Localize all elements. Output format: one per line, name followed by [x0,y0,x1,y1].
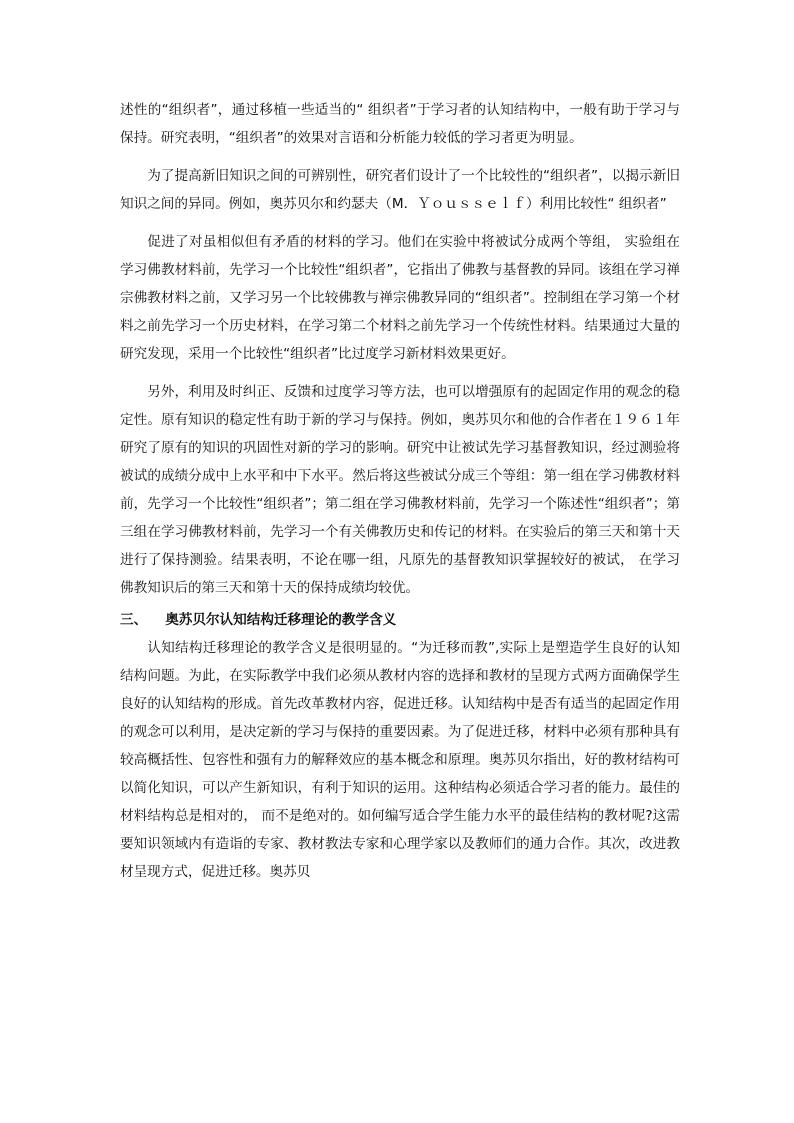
paragraph-2: 为了提高新旧知识之间的可辨别性，研究者们设计了一个比较性的“组织者”，以揭示新旧知识之间的异同。例如，奥苏贝尔和约瑟夫（M．Ｙｏｕｓｓｅｌｆ）利用比较性“ 组织者” [120,168,680,212]
paragraph-5: 认知结构迁移理论的教学含义是很明显的。“为迁移而教”,实际上是塑造学生良好的认知结构问题。为此，在实际教学中我们必须从教材内容的选择和教材的呈现方式两方面确保学生良好的认知结构的形成。首先改革教材内容，促进迁移。认知结构中是否有适当的起固定作用的观念可以利用，是决定新的学习与保持的重要因素。为了促进迁移，材料中必须有那种具有较高概括性、包容性和强有力的解释效应的基本概念和原理。奥苏贝尔指出，好的教材结构可以简化知识，可以产生新知识，有利于知识的运用。这种结构必须适合学习者的能力。最佳的材料结构总是相对的， 而不是绝对的。如何编写适合学生能力水平的最佳结构的教材呢?这需要知识领域内有造诣的专家、教材教法专家和心理学家以及教师们的通力合作。其次，改进教材呈现方式，促进迁移。奥苏贝 [120,640,680,880]
section-number: 三、 [120,612,148,628]
paragraph-3: 促进了对虽相似但有矛盾的材料的学习。他们在实验中将被试分成两个等组， 实验组在学习佛教材料前，先学习一个比较性“组织者”，它指出了佛教与基督教的异同。该组在学习禅宗佛教材料之前，又学习另一个比较佛教与禅宗佛教异同的“组织者”。控制组在学习第一个材料之前先学习一个历史材料，在学习第二个材料之前先学习一个传统性材料。结果通过大量的研究发现，采用一个比较性“组织者”比过度学习新材料效果更好。 [120,234,680,362]
paragraph-4: 另外，利用及时纠正、反馈和过度学习等方法，也可以增强原有的起固定作用的观念的稳定性。原有知识的稳定性有助于新的学习与保持。例如，奥苏贝尔和他的合作者在１９６１年研究了原有的知识的巩固性对新的学习的影响。研究中让被试先学习基督教知识，经过测验将被试的成绩分成中上水平和中下水平。然后将这些被试分成三个等组：第一组在学习佛教材料前，先学习一个比较性“组织者”；第二组在学习佛教材料前，先学习一个陈述性“组织者”；第三组在学习佛教材料前，先学习一个有关佛教历史和传记的材料。在实验后的第三天和第十天进行了保持测验。结果表明，不论在哪一组，凡原先的基督教知识掌握较好的被试， 在学习佛教知识后的第三天和第十天的保持成绩均较优。 [120,384,680,596]
document-body [120,96,680,896]
section-heading [120,606,680,634]
section-title: 奥苏贝尔认知结构迁移理论的教学含义 [165,612,397,628]
paragraph-1: 述性的“组织者”，通过移植一些适当的“ 组织者”于学习者的认知结构中，一般有助于学习与保持。研究表明，“组织者”的效果对言语和分析能力较低的学习者更为明显。 [120,102,680,146]
